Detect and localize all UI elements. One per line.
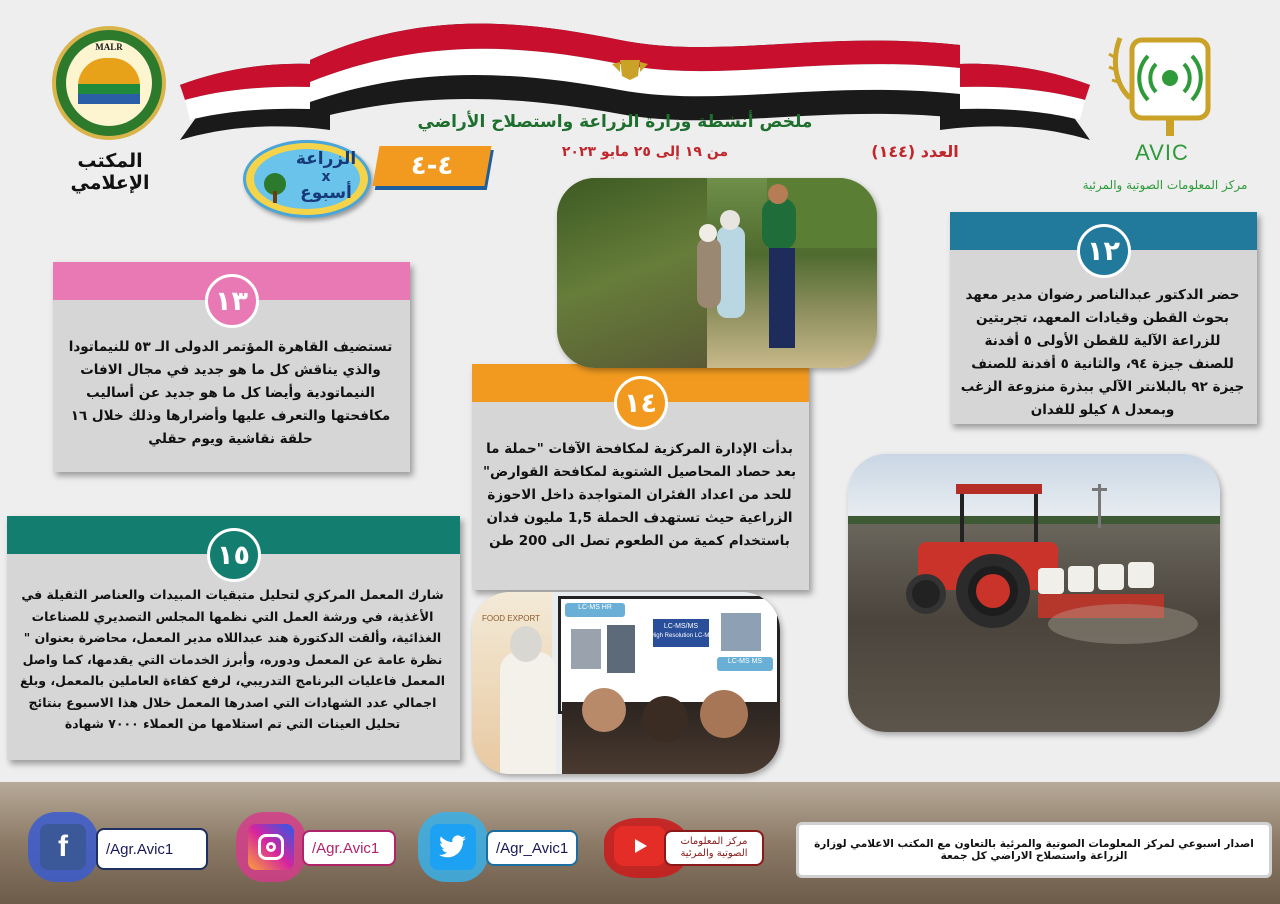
screen-text: LC-MS MS <box>727 658 763 665</box>
instagram-handle: /Agr.Avic1 <box>312 839 380 857</box>
twitter-link[interactable] <box>486 830 578 866</box>
tractor-planter-photo <box>848 454 1220 732</box>
malr-label: MALR <box>95 42 123 52</box>
card-text: تستضيف القاهرة المؤتمر الدولى الـ ٥٣ للنيماتودا والذي يناقش كل ما هو جديد في مجال الافات النيماتودية وأيضا كل ما هو جديد عن أساليب مكافحتها والتعرف عليها وأضرارها وذلك خلال ١٦ حلقة نقاشية ويوم حقلي <box>68 339 393 447</box>
badge-line1: الزراعة <box>295 149 357 169</box>
screen-text: LC-MS/MS <box>663 623 699 630</box>
lab-workshop-photo <box>472 592 780 774</box>
youtube-icon[interactable] <box>614 826 666 866</box>
page-title: ملخص أنشطة وزارة الزراعة واستصلاح الأراضي <box>417 112 813 132</box>
twitter-handle: /Agr_Avic1 <box>496 839 569 857</box>
facebook-icon[interactable]: f <box>40 824 86 870</box>
tractor-cab <box>956 484 1042 494</box>
avic-full-name: مركز المعلومات الصوتية والمرئية <box>1082 178 1248 192</box>
card-text: حضر الدكتور عبدالناصر رضوان مدير معهد بحوث القطن وقيادات المعهد، تجربتين للزراعة الآلية للقطن الأولى ٥ أفدنة للصنف جيزة ٩٤، والثانية ٥ أفدنة للصنف جيزة ٩٢ بالبلانتر الآلي ببذرة منزوعة الزغب وبمعدل ٨ كيلو للفدان <box>960 287 1245 418</box>
news-card-15 <box>7 516 460 760</box>
speaker-figure <box>500 652 556 774</box>
news-card-14 <box>472 364 809 590</box>
person-figure <box>697 238 721 308</box>
footer-note <box>796 822 1272 878</box>
date-range: من ١٩ إلى ٢٥ مايو ٢٠٢٣ <box>561 144 729 160</box>
banner-label: FOOD EXPORT <box>481 614 541 623</box>
badge-line2: أسبوع <box>300 183 352 203</box>
person-figure <box>717 226 745 318</box>
facebook-handle: /Agr.Avic1 <box>106 840 174 858</box>
instagram-link[interactable] <box>302 830 396 866</box>
footer-note-text: اصدار اسبوعي لمركز المعلومات الصوتية والمرئية بالتعاون مع المكتب الاعلامي لوزارة الزراعة واستصلاح الاراضي كل جمعة <box>814 838 1254 862</box>
badge-x: x <box>321 169 331 185</box>
card-number: ١٣ <box>205 274 259 328</box>
media-office-label: المكتب الإعلامي <box>70 150 150 194</box>
planter-hoppers <box>1038 564 1158 594</box>
instagram-icon[interactable] <box>248 824 294 870</box>
card-number: ١٥ <box>207 528 261 582</box>
card-number: ١٢ <box>1077 224 1131 278</box>
page-indicator-text: ٤-٤ <box>410 151 454 181</box>
facebook-link[interactable] <box>96 828 208 870</box>
avic-label: AVIC <box>1135 140 1189 165</box>
weekly-badge <box>243 140 371 218</box>
youtube-label: مركز المعلومات الصوتية والمرئية <box>680 836 748 859</box>
page-indicator <box>372 146 491 186</box>
field-inspection-photo <box>557 178 877 368</box>
card-text: بدأت الإدارة المركزية لمكافحة الآفات "حملة ما بعد حصاد المحاصيل الشتوية لمكافحة القوارض" للحد من اعداد الفئران المتواجدة داخل الاحوزة الزراعية حيث تستهدف الحملة 1,5 مليون فدان باستخدام كمية من الطعوم تصل الى 200 طن <box>482 441 797 549</box>
card-number: ١٤ <box>614 376 668 430</box>
ministry-logo <box>52 26 166 140</box>
news-card-13 <box>53 262 410 472</box>
youtube-link[interactable] <box>664 830 764 866</box>
news-card-12 <box>950 212 1257 424</box>
tractor-wheel <box>906 574 946 614</box>
issue-number: العدد (١٤٤) <box>871 142 959 161</box>
person-figure <box>762 198 796 250</box>
twitter-icon[interactable] <box>430 824 476 870</box>
screen-text: LC-MS HR <box>578 604 612 611</box>
card-text: شارك المعمل المركزي لتحليل متبقيات المبيدات والعناصر الثقيلة في الأغذية، في ورشة العمل التي نظمها المجلس التصديري للصناعات الغذائية، وألقت الدكتورة هند عبداللاه مدير المعمل، محاضرة بعنوان " نظرة عامة عن المعمل ودوره، وأبرز الخدمات التي يقدمها، كما واصل المعمل فاعليات البرنامج التدريبي، لرفع كفاءة العاملين بالمعمل، وبلغ اجمالي عدد الشهادات التي اصدرها المعمل خلال هذا الاسبوع بنتائج تحليل العينات التي تم استلامها من العملاء ٧٠٠٠ شهادة <box>19 587 446 731</box>
screen-text: High Resolution LC-MS <box>650 633 714 639</box>
